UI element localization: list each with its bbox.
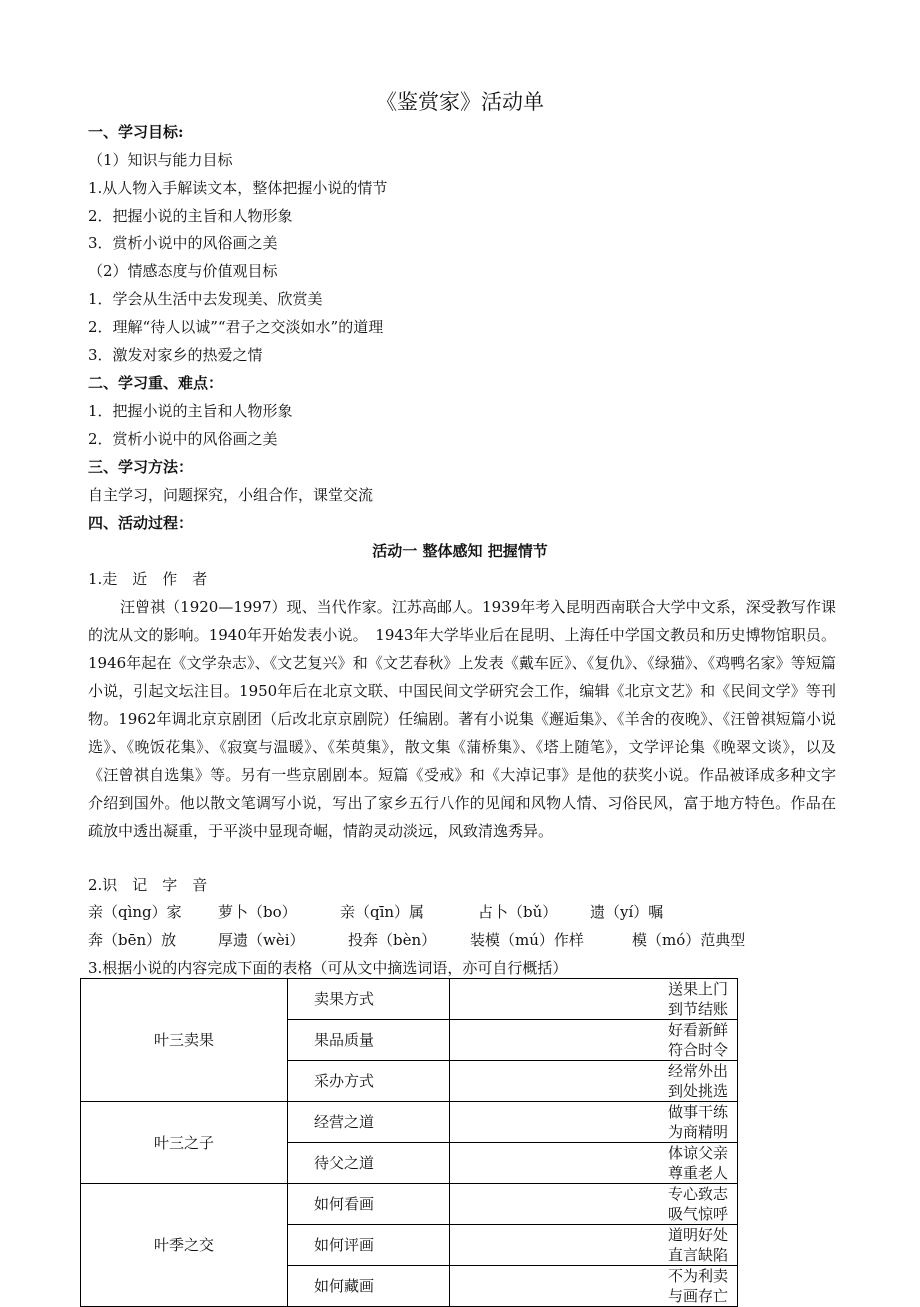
pronunciation-heading: 2.识 记 字 音 (88, 876, 208, 894)
pronunciation-item: 遗（yí）嘱 (590, 903, 664, 921)
activity-title: 活动一 整体感知 把握情节 (372, 542, 548, 560)
subheading-emotion: （2）情感态度与价值观目标 (88, 262, 278, 280)
list-item: 2．把握小说的主旨和人物形象 (88, 207, 293, 225)
list-item: 3．赏析小说中的风俗画之美 (88, 234, 278, 252)
aspect-cell: 如何藏画 (288, 1266, 450, 1307)
list-item: 1.从人物入手解读文本，整体把握小说的情节 (88, 179, 388, 197)
page-title: 《鉴赏家》活动单 (376, 90, 544, 114)
pronunciation-item: 亲（qīn）属 (340, 903, 425, 921)
list-item: 2．赏析小说中的风俗画之美 (88, 430, 278, 448)
study-methods: 自主学习，问题探究，小组合作，课堂交流 (88, 486, 374, 504)
answer-cell: 专心致志 吸气惊呼 (450, 1184, 738, 1225)
subheading-knowledge: （1）知识与能力目标 (88, 151, 233, 169)
answer-cell: 送果上门 到节结账 (450, 979, 738, 1020)
table-row (81, 979, 738, 1020)
section-3-heading: 三、学习方法： (88, 458, 194, 476)
aspect-cell: 如何看画 (288, 1184, 450, 1225)
pronunciation-item: 模（mó）范典型 (632, 931, 746, 949)
pronunciation-item: 装模（mú）作样 (470, 931, 584, 949)
pronunciation-item: 占卜（bǔ） (478, 903, 558, 921)
aspect-cell: 果品质量 (288, 1020, 450, 1061)
pronunciation-item: 投奔（bèn） (348, 931, 437, 949)
list-item: 2．理解“待人以诚”“君子之交淡如水”的道理 (88, 318, 384, 336)
summary-table (80, 978, 744, 1307)
table-row (81, 1102, 738, 1143)
group-cell: 叶三卖果 (81, 979, 288, 1102)
author-heading: 1.走 近 作 者 (88, 570, 208, 588)
aspect-cell: 卖果方式 (288, 979, 450, 1020)
aspect-cell: 经营之道 (288, 1102, 450, 1143)
pronunciation-item: 厚遗（wèi） (218, 931, 305, 949)
group-cell: 叶三之子 (81, 1102, 288, 1184)
answer-cell: 做事干练 为商精明 (450, 1102, 738, 1143)
section-4-heading: 四、活动过程： (88, 514, 194, 532)
author-paragraph: 汪曾祺（1920—1997）现、当代作家。江苏高邮人。1939年考入昆明西南联合大学中文系，深受教写作课的沈从文的影响。1940年开始发表小说。 1943年大学毕业后在昆明、上海任中学国文教员和历史博物馆职员。1946年起在《文学杂志》、《文艺复兴》和《文艺春秋》上发表《戴车匠》、《复仇》、《绿猫》、《鸡鸭名家》等短篇小说，引起文坛注目。1950年后在北京文联、中国民间文学研究会工作，编辑《北京文艺》和《民间文学》等刊物。1962年调北京京剧团（后改北京京剧院）任编剧。著有小说集《邂逅集》、《羊舍的夜晚》、《汪曾祺短篇小说选》、《晚饭花集》、《寂寞与温暖》、《茱萸集》，散文集《蒲桥集》、《塔上随笔》，文学评论集《晚翠文谈》，以及《汪曾祺自选集》等。另有一些京剧剧本。短篇《受戒》和《大淖记事》是他的获奖小说。作品被译成多种文字介绍到国外。他以散文笔调写小说，写出了家乡五行八作的见闻和风物人情、习俗民风，富于地方特色。作品在疏放中透出凝重，于平淡中显现奇崛，情韵灵动淡远，风致清逸秀异。 (88, 598, 836, 840)
answer-cell: 体谅父亲 尊重老人 (450, 1143, 738, 1184)
pronunciation-item: 奔（bēn）放 (88, 931, 177, 949)
answer-cell: 好看新鲜 符合时令 (450, 1020, 738, 1061)
table-heading: 3.根据小说的内容完成下面的表格（可从文中摘选词语，亦可自行概括） (88, 959, 568, 977)
aspect-cell: 如何评画 (288, 1225, 450, 1266)
table-row (81, 1184, 738, 1225)
list-item: 1．学会从生活中去发现美、欣赏美 (88, 290, 323, 308)
answer-cell: 道明好处 直言缺陷 (450, 1225, 738, 1266)
section-2-heading: 二、学习重、难点： (88, 374, 224, 392)
aspect-cell: 采办方式 (288, 1061, 450, 1102)
section-1-heading: 一、学习目标: (88, 123, 184, 141)
group-cell: 叶季之交 (81, 1184, 288, 1307)
list-item: 3．激发对家乡的热爱之情 (88, 346, 263, 364)
answer-cell: 不为利卖 与画存亡 (450, 1266, 738, 1307)
aspect-cell: 待父之道 (288, 1143, 450, 1184)
pronunciation-item: 亲（qìng）家 (88, 903, 182, 921)
answer-cell: 经常外出 到处挑选 (450, 1061, 738, 1102)
pronunciation-item: 萝卜（bo） (218, 903, 297, 921)
list-item: 1．把握小说的主旨和人物形象 (88, 402, 293, 420)
